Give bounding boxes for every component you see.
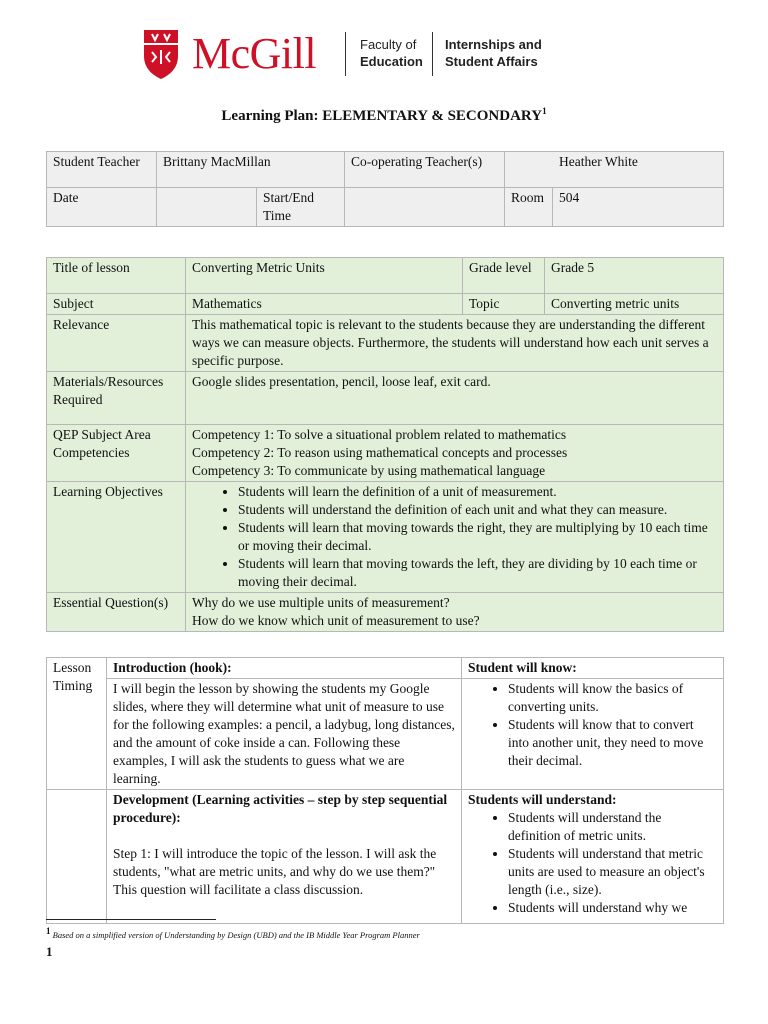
footnote — [46, 926, 420, 940]
objectives-list — [192, 483, 717, 591]
know-item: • Students will know that to convert into another unit, they need to move their decimal. — [508, 716, 717, 770]
title-footnote-mark: 1 — [542, 106, 547, 116]
materials-label: Materials/Resources Required — [47, 372, 186, 425]
lesson-title-label: Title of lesson — [47, 258, 186, 294]
development-heading: Development (Learning activities – step by step sequential procedure): — [113, 792, 448, 825]
date-value — [157, 188, 257, 227]
cooperating-teacher-label: Co-operating Teacher(s) — [345, 152, 505, 188]
student-teacher-label: Student Teacher — [47, 152, 157, 188]
objective-item: • Students will learn that moving towards the left, they are dividing by 10 each time or moving their decimal. — [238, 555, 717, 591]
spacer — [113, 827, 455, 845]
grade-level-label: Grade level — [463, 258, 545, 294]
cooperating-teacher-value: Heather White — [505, 152, 724, 188]
lesson-title-value: Converting Metric Units — [186, 258, 463, 294]
introduction-heading: Introduction (hook): — [107, 658, 462, 679]
learning-objectives-label: Learning Objectives — [47, 482, 186, 593]
faculty-line-2: Education — [360, 54, 423, 69]
relevance-label: Relevance — [47, 315, 186, 372]
timing-empty-cell — [47, 790, 107, 924]
mcgill-logo-text: McGill — [192, 29, 317, 78]
page-number: 1 — [46, 944, 53, 959]
understand-item: • Students will understand why we — [508, 899, 717, 917]
introduction-text: I will begin the lesson by showing the students my Google slides, where they will determine what unit of measure to use for the following examples: a pencil, a ladybug, long distances, and the amount of coke inside a can. Following these examples, I will ask the students to guess what we are learning. — [107, 679, 462, 790]
know-item: • Students will know the basics of converting units. — [508, 680, 717, 716]
student-will-know-list — [462, 679, 724, 790]
faculty-line-1: Faculty of — [360, 37, 417, 52]
student-will-know-heading: Student will know: — [462, 658, 724, 679]
footnote-text: Based on a simplified version of Understanding by Design (UBD) and the IB Middle Year Program Planner — [52, 929, 420, 940]
lesson-timing-label — [47, 658, 107, 790]
header-divider — [345, 32, 346, 76]
timing-label: Timing — [53, 678, 93, 693]
title-text: Learning Plan: ELEMENTARY & SECONDARY — [221, 108, 543, 124]
lesson-timing-table — [46, 657, 724, 924]
lesson-label: Lesson — [53, 660, 92, 675]
start-end-time-value — [345, 188, 505, 227]
room-label: Room — [505, 188, 553, 227]
development-step-1: Step 1: I will introduce the topic of the lesson. I will ask the students, "what are metric units, and why do we use them?" This question will facilitate a class discussion. — [113, 846, 437, 897]
essential-questions-label: Essential Question(s) — [47, 593, 186, 632]
footnote-mark: 1 — [46, 926, 51, 936]
date-label: Date — [47, 188, 157, 227]
room-value: 504 — [553, 188, 724, 227]
development-cell — [107, 790, 462, 924]
mcgill-crest-icon — [142, 28, 180, 80]
qep-competencies-label: QEP Subject Area Competencies — [47, 425, 186, 482]
teacher-info-table — [46, 151, 724, 227]
header-divider — [432, 32, 433, 76]
topic-value: Converting metric units — [545, 294, 724, 315]
subject-value: Mathematics — [186, 294, 463, 315]
essential-question: Why do we use multiple units of measurement? — [192, 595, 450, 610]
grade-level-value: Grade 5 — [545, 258, 724, 294]
essential-question: How do we know which unit of measurement to use? — [192, 613, 480, 628]
students-will-understand-heading: Students will understand: — [468, 792, 617, 807]
materials-value: Google slides presentation, pencil, loose leaf, exit card. — [186, 372, 724, 425]
subject-label: Subject — [47, 294, 186, 315]
page-title — [0, 106, 768, 125]
unit-line-2: Student Affairs — [445, 54, 538, 69]
students-will-understand-cell — [462, 790, 724, 924]
qep-competencies-value — [186, 425, 724, 482]
footnote-separator — [46, 919, 216, 920]
unit-line-1: Internships and — [445, 37, 542, 52]
competency-item: Competency 2: To reason using mathematical concepts and processes — [192, 445, 568, 460]
start-end-time-label: Start/End Time — [257, 188, 345, 227]
topic-label: Topic — [463, 294, 545, 315]
understand-item: • Students will understand the definition of metric units. — [508, 809, 717, 845]
student-teacher-value: Brittany MacMillan — [157, 152, 345, 188]
objective-item: • Students will learn the definition of a unit of measurement. — [238, 483, 717, 501]
relevance-value: This mathematical topic is relevant to the students because they are understanding the different ways we can measure objects. Furthermore, the students will understand how each unit serves a specific purpose. — [186, 315, 724, 372]
objective-item: • Students will understand the definition of each unit and what they can measure. — [238, 501, 717, 519]
competency-item: Competency 1: To solve a situational problem related to mathematics — [192, 427, 567, 442]
lesson-details-table — [46, 257, 724, 632]
essential-questions-value — [186, 593, 724, 632]
objective-item: • Students will learn that moving towards the right, they are multiplying by 10 each time or moving their decimal. — [238, 519, 717, 555]
unit-name — [445, 36, 542, 70]
competency-item: Competency 3: To communicate by using mathematical language — [192, 463, 546, 478]
faculty-name — [360, 36, 423, 70]
understand-item: • Students will understand that metric units are used to measure an object's length (i.e., size). — [508, 845, 717, 899]
learning-objectives-value — [186, 482, 724, 593]
mcgill-header — [142, 28, 562, 80]
